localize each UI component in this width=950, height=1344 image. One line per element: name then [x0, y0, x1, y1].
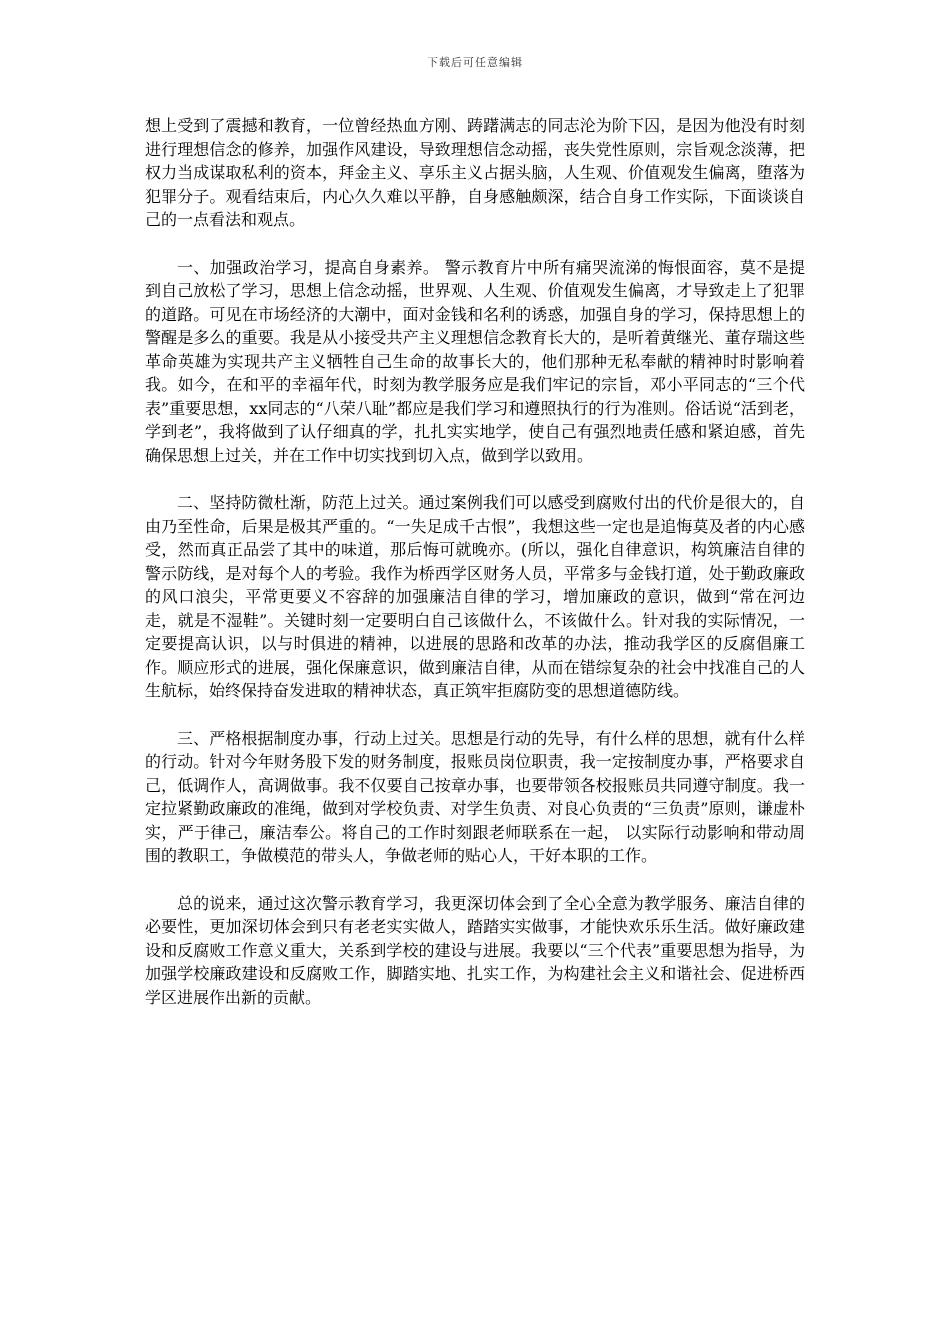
- paragraph-conclusion: 总的说来，通过这次警示教育学习，我更深切体会到了全心全意为教学服务、廉洁自律的必要性，更加深切体会到只有老老实实做人，踏踏实实做事，才能快欢乐乐生活。做好廉政建设和反腐败工作意义重大，关系到学校的建设与进展。我要以“三个代表”重要思想为指导，为加强学校廉政建设和反腐败工作，脚踏实地、扎实工作，为构建社会主义和谐社会、促进桥西学区进展作出新的贡献。: [145, 893, 805, 1007]
- paragraph-prevention: 二、坚持防微杜渐，防范上过关。通过案例我们可以感受到腐败付出的代价是很大的，自由乃至性命，后果是极其严重的。“一失足成千古恨”，我想这些一定也是追悔莫及者的内心感受，然而真正品尝了其中的味道，那后悔可就晚亦。(所以，强化自律意识，构筑廉洁自律的警示防线，是对每个人的考验。我作为桥西学区财务人员，平常多与金钱打道，处于勤政廉政的风口浪尖，平常更要义不容辞的加强廉洁自律的学习，增加廉政的意识，做到“常在河边走，就是不湿鞋”。关键时刻一定要明白自己该做什么，不该做什么。针对我的实际情况，一定要提高认识，以与时俱进的精神，以进展的思路和改革的办法，推动我学区的反腐倡廉工作。顺应形式的进展，强化保廉意识，做到廉洁自律，从而在错综复杂的社会中找准自己的人生航标，始终保持奋发进取的精神状态，真正筑牢拒腐防变的思想道德防线。: [145, 493, 805, 700]
- paragraph-rules: 三、严格根据制度办事，行动上过关。思想是行动的先导，有什么样的思想，就有什么样的行动。针对今年财务股下发的财务制度，报账员岗位职责，我一定按制度办事，严格要求自己，低调作人，高调做事。我不仅要自己按章办事，也要带领各校报账员共同遵守制度。我一定拉紧勤政廉政的准绳，做到对学校负责、对学生负责、对良心负责的“三负责”原则，谦虚朴实，严于律己，廉洁奉公。将自己的工作时刻跟老师联系在一起， 以实际行动影响和带动周围的教职工，争做模范的带头人，争做老师的贴心人，干好本职的工作。: [145, 728, 805, 865]
- paragraph-intro: 想上受到了震撼和教育，一位曾经热血方刚、踌躇满志的同志沦为阶下囚，是因为他没有时刻进行理想信念的修养，加强作风建设，导致理想信念动摇，丧失党性原则，宗旨观念淡薄，把权力当成谋取私利的资本，拜金主义、享乐主义占据头脑，人生观、价值观发生偏离，堕落为犯罪分子。观看结束后，内心久久难以平静，自身感触颇深，结合自身工作实际，下面谈谈自己的一点看法和观点。: [145, 116, 805, 229]
- document-body: [145, 114, 805, 1033]
- page-header: 下载后可任意编辑: [427, 56, 523, 69]
- paragraph-political-study: 一、加强政治学习，提高自身素养。 警示教育片中所有痛哭流涕的悔恨面容，莫不是提到自己放松了学习，思想上信念动摇，世界观、人生观、价值观发生偏离，才导致走上了犯罪的道路。可见在市场经济的大潮中，面对金钱和名利的诱惑，加强自身的学习，保持思想上的警醒是多么的重要。我是从小接受共产主义理想信念教育长大的，是听着黄继光、董存瑞这些革命英雄为实现共产主义牺牲自己生命的故事长大的，他们那种无私奉献的精神时时影响着我。如今，在和平的幸福年代，时刻为教学服务应是我们牢记的宗旨，邓小平同志的“三个代表”重要思想，xx同志的“八荣八耻”都应是我们学习和遵照执行的行为准则。俗话说“活到老，学到老”，我将做到了认仔细真的学，扎扎实实地学，使自己有强烈地责任感和紧迫感，首先确保思想上过关，并在工作中切实找到切入点，做到学以致用。: [145, 257, 805, 465]
